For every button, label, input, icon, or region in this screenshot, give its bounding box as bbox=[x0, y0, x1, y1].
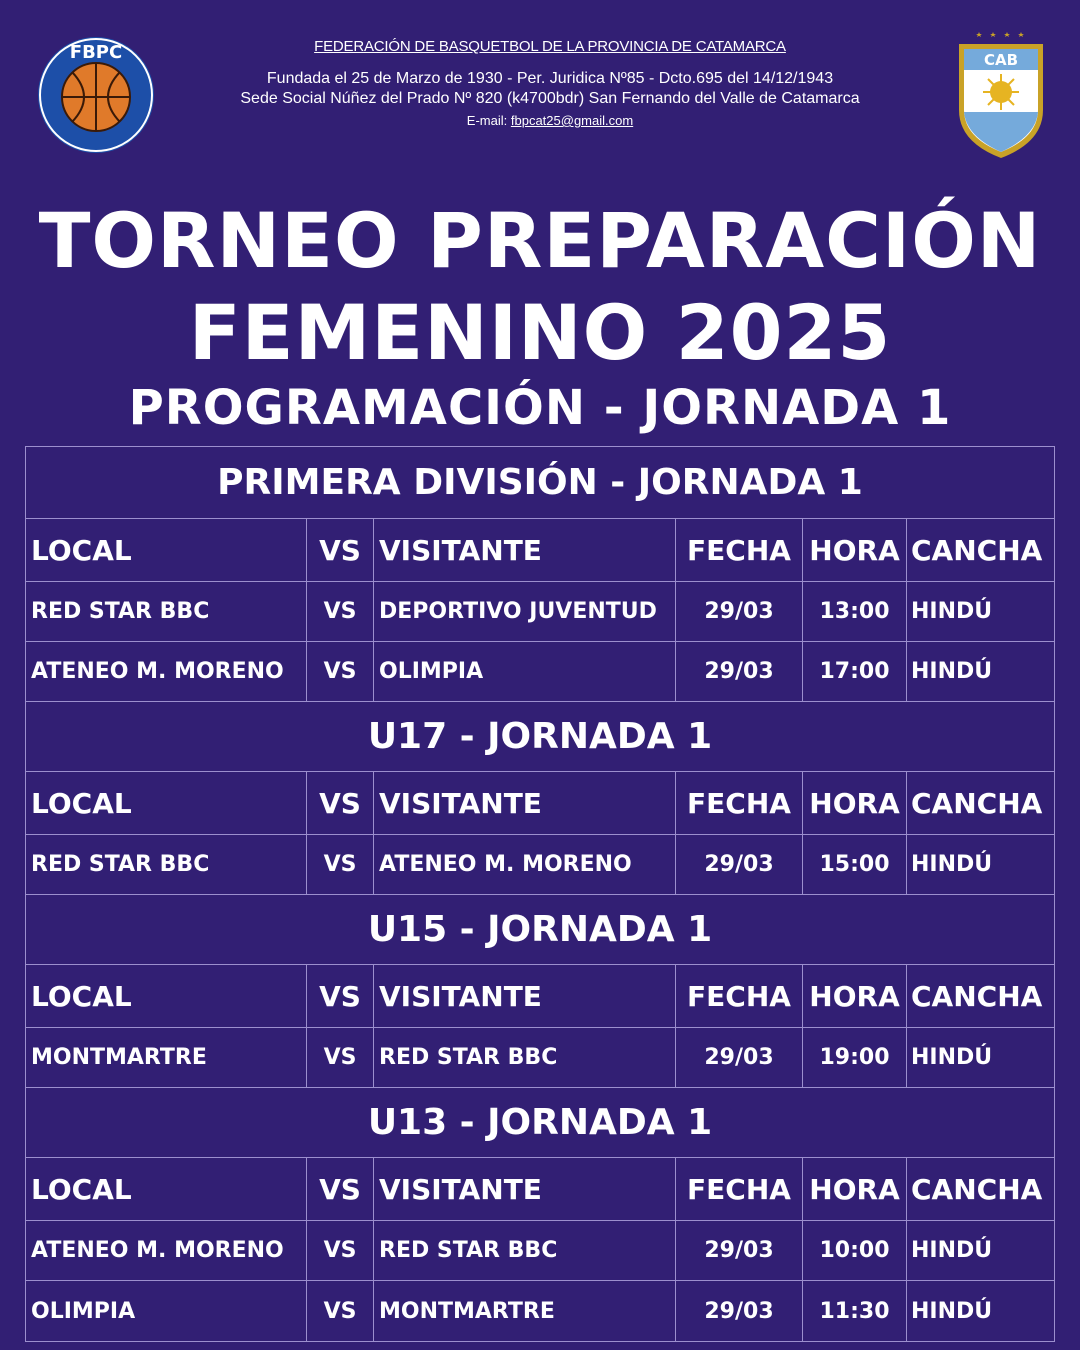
col-fecha-header: FECHA bbox=[676, 772, 803, 834]
col-vs-header: VS bbox=[307, 1158, 374, 1220]
match-vs: VS bbox=[307, 1281, 374, 1341]
federation-name: FEDERACIÓN DE BASQUETBOL DE LA PROVINCIA DE CATAMARCA bbox=[314, 38, 786, 55]
col-hora-header: HORA bbox=[803, 772, 907, 834]
cab-logo bbox=[955, 30, 1047, 160]
match-row bbox=[26, 1221, 1054, 1281]
match-local: ATENEO M. MORENO bbox=[26, 1221, 307, 1280]
subtitle-programacion: PROGRAMACIÓN - JORNADA 1 bbox=[128, 380, 952, 436]
match-visitante: MONTMARTRE bbox=[374, 1281, 676, 1341]
col-hora-header: HORA bbox=[803, 519, 907, 581]
col-fecha-header: FECHA bbox=[676, 965, 803, 1027]
column-header-row bbox=[26, 1158, 1054, 1221]
col-visitante-header: VISITANTE bbox=[374, 965, 676, 1027]
match-fecha: 29/03 bbox=[676, 1281, 803, 1341]
match-vs: VS bbox=[307, 1028, 374, 1087]
col-hora-header: HORA bbox=[803, 1158, 907, 1220]
match-vs: VS bbox=[307, 642, 374, 701]
match-hora: 17:00 bbox=[803, 642, 907, 701]
match-fecha: 29/03 bbox=[676, 1028, 803, 1087]
col-cancha-header: CANCHA bbox=[911, 786, 1043, 820]
match-row bbox=[26, 1281, 1054, 1341]
col-visitante-header: VISITANTE bbox=[374, 519, 676, 581]
col-vs-header: VS bbox=[307, 965, 374, 1027]
schedule-table bbox=[25, 446, 1055, 1342]
match-hora: 11:30 bbox=[803, 1281, 907, 1341]
col-local-header: LOCAL bbox=[26, 965, 307, 1027]
match-visitante: RED STAR BBC bbox=[374, 1221, 676, 1280]
match-local: RED STAR BBC bbox=[26, 835, 307, 894]
col-cancha-header: CANCHA bbox=[911, 533, 1043, 567]
col-visitante-header: VISITANTE bbox=[374, 772, 676, 834]
match-visitante: DEPORTIVO JUVENTUD bbox=[374, 582, 676, 641]
col-cancha-header: CANCHA bbox=[911, 979, 1043, 1013]
match-hora: 15:00 bbox=[803, 835, 907, 894]
match-row bbox=[26, 642, 1054, 702]
match-fecha: 29/03 bbox=[676, 1221, 803, 1280]
column-header-row bbox=[26, 965, 1054, 1028]
title-line-1: TORNEO PREPARACIÓN bbox=[38, 196, 1042, 285]
section-title: U17 - JORNADA 1 bbox=[26, 702, 1054, 772]
match-cancha: HINDÚ bbox=[911, 852, 993, 877]
match-vs: VS bbox=[307, 1221, 374, 1280]
match-row bbox=[26, 582, 1054, 642]
match-cancha: HINDÚ bbox=[911, 1045, 993, 1070]
email-link[interactable]: fbpcat25@gmail.com bbox=[510, 113, 634, 128]
match-cancha: HINDÚ bbox=[911, 599, 993, 624]
federation-email-line bbox=[200, 113, 900, 128]
match-local: MONTMARTRE bbox=[26, 1028, 307, 1087]
title-line-2: FEMENINO 2025 bbox=[188, 288, 892, 377]
match-local: ATENEO M. MORENO bbox=[26, 642, 307, 701]
match-hora: 10:00 bbox=[803, 1221, 907, 1280]
cab-logo-text: CAB bbox=[983, 51, 1019, 69]
fbpc-logo bbox=[36, 34, 156, 156]
match-cancha: HINDÚ bbox=[911, 1298, 993, 1324]
col-fecha-header: FECHA bbox=[676, 519, 803, 581]
match-fecha: 29/03 bbox=[676, 642, 803, 701]
match-fecha: 29/03 bbox=[676, 835, 803, 894]
match-row bbox=[26, 1028, 1054, 1088]
col-local-header: LOCAL bbox=[26, 519, 307, 581]
col-hora-header: HORA bbox=[803, 965, 907, 1027]
match-hora: 13:00 bbox=[803, 582, 907, 641]
col-local-header: LOCAL bbox=[26, 772, 307, 834]
match-local: OLIMPIA bbox=[26, 1281, 307, 1341]
col-local-header: LOCAL bbox=[26, 1158, 307, 1220]
match-visitante: ATENEO M. MORENO bbox=[374, 835, 676, 894]
col-cancha-header: CANCHA bbox=[911, 1172, 1043, 1206]
col-vs-header: VS bbox=[307, 519, 374, 581]
match-row bbox=[26, 835, 1054, 895]
fbpc-logo-text: FBPC bbox=[69, 42, 123, 63]
match-hora: 19:00 bbox=[803, 1028, 907, 1087]
match-cancha: HINDÚ bbox=[911, 1238, 993, 1263]
column-header-row bbox=[26, 519, 1054, 582]
col-fecha-header: FECHA bbox=[676, 1158, 803, 1220]
column-header-row bbox=[26, 772, 1054, 835]
col-visitante-header: VISITANTE bbox=[374, 1158, 676, 1220]
col-vs-header: VS bbox=[307, 772, 374, 834]
match-vs: VS bbox=[307, 835, 374, 894]
match-cancha: HINDÚ bbox=[911, 659, 993, 684]
match-local: RED STAR BBC bbox=[26, 582, 307, 641]
match-visitante: OLIMPIA bbox=[374, 642, 676, 701]
section-title: U13 - JORNADA 1 bbox=[26, 1088, 1054, 1158]
section-title: U15 - JORNADA 1 bbox=[26, 895, 1054, 965]
federation-address: Sede Social Núñez del Prado Nº 820 (k4700bdr) San Fernando del Valle de Catamarca bbox=[240, 90, 860, 107]
match-visitante: RED STAR BBC bbox=[374, 1028, 676, 1087]
email-label: E-mail: bbox=[466, 113, 508, 128]
match-fecha: 29/03 bbox=[676, 582, 803, 641]
match-vs: VS bbox=[307, 582, 374, 641]
section-title: PRIMERA DIVISIÓN - JORNADA 1 bbox=[26, 447, 1054, 519]
header bbox=[0, 0, 1080, 170]
federation-founding-info: Fundada el 25 de Marzo de 1930 - Per. Juridica Nº85 - Dcto.695 del 14/12/1943 bbox=[266, 70, 834, 87]
